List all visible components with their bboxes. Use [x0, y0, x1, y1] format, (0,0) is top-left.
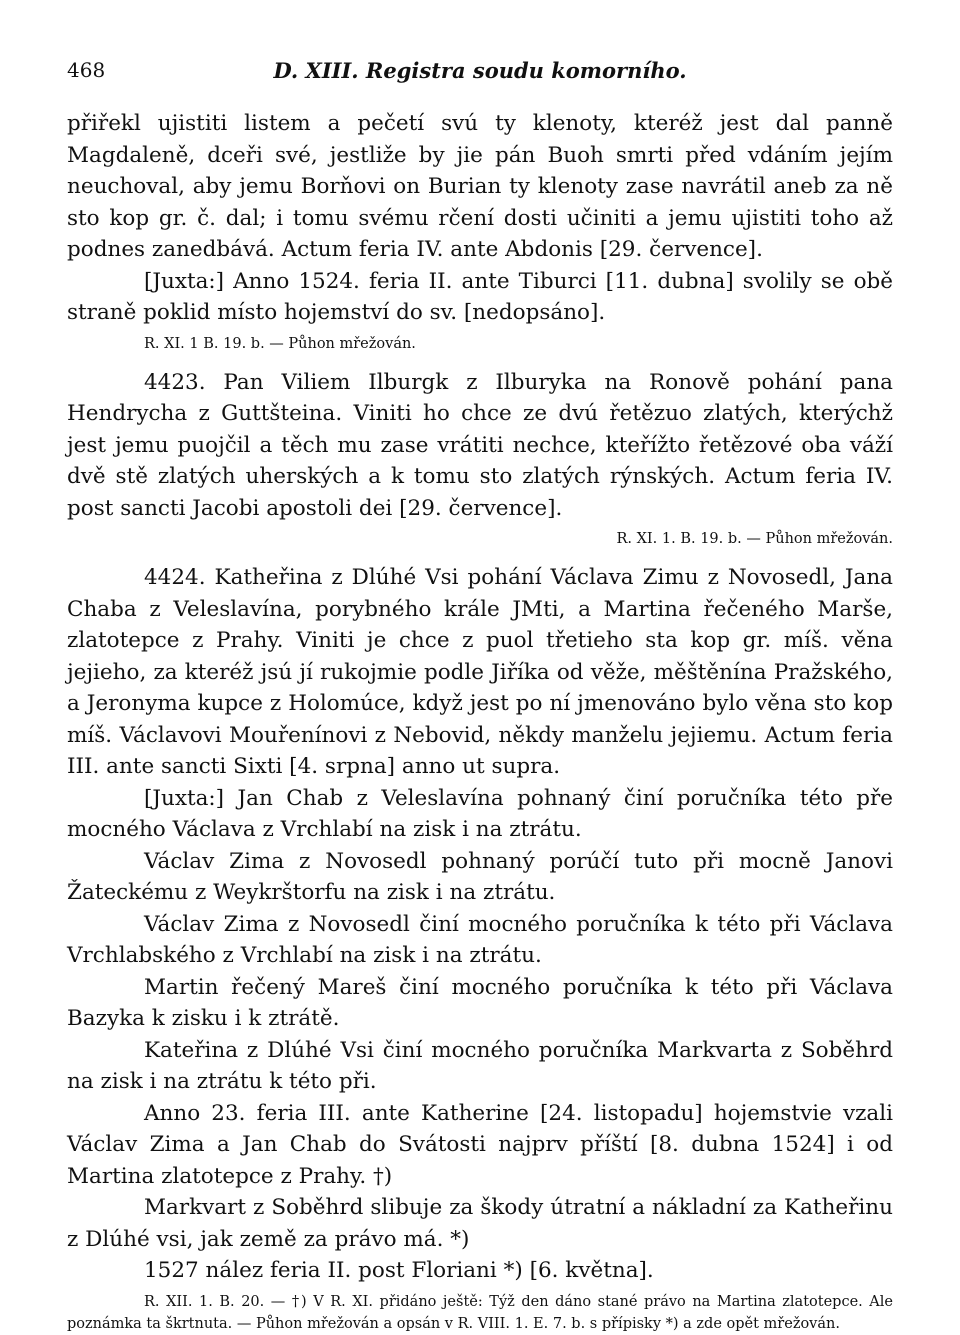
source-note: R. XI. 1 B. 19. b. — Půhon mřežován. [144, 335, 416, 352]
source-note: R. XI. 1. B. 19. b. — Půhon mřežován. [616, 531, 893, 547]
paragraph-nalez: 1527 nález feria II. post Floriani *) [6. května]. [144, 1258, 654, 1283]
running-title: D. XIII. Registra soudu komorního. [273, 58, 687, 83]
paragraph: Kateřina z Dlúhé Vsi činí mocného poručníka Markvarta z Soběhrd na zisk i na ztrátu k této při. [67, 1037, 893, 1094]
paragraph: Václav Zima z Novosedl činí mocného poručníka k této při Václava Vrchlabského z Vrchlabí na zisk i na ztrátu. [67, 911, 893, 968]
footnote-text: R. XII. 1. B. 20. — †) V R. XI. přidáno ještě: Týž den dáno stané právo na Martina zlatotepce. Ale poznámka ta škrtnuta. — Půhon mřežován a opsán v R. VIII. 1. E. 7. b. s přípisky *) a zde opět mřežován. [67, 1293, 893, 1332]
page-number: 468 [67, 58, 106, 82]
page-body [67, 108, 893, 1335]
paragraph: Martin řečený Mareš činí mocného poručníka k této při Václava Bazyka k zisku i k ztrátě. [67, 974, 893, 1031]
paragraph: Václav Zima z Novosedl pohnaný porúčí tuto při mocně Janovi Žateckému z Weykrštorfu na zisk i na ztrátu. [67, 848, 893, 905]
page-header [67, 54, 893, 84]
paragraph: Anno 23. feria III. ante Katherine [24. listopadu] hojemstvie vzali Václav Zima a Jan Chab do Svátosti najprv příští [8. dubna 1524] i od Martina zlatotepce z Prahy. †) [67, 1100, 893, 1189]
paragraph-juxta: [Juxta:] Jan Chab z Veleslavína pohnaný činí poručníka této pře mocného Václava z Vrchlabí na zisk i na ztrátu. [67, 785, 893, 842]
footnote-block [67, 1291, 893, 1335]
paragraph: Markvart z Soběhrd slibuje za škody útratní a nákladní za Katheřinu z Dlúhé vsi, jak země za právo má. *) [67, 1195, 893, 1252]
entry-4424: 4424. Katheřina z Dlúhé Vsi pohání Václava Zimu z Novosedl, Jana Chaba z Veleslavína, porybného krále JMti, a Martina řečeného Marše, zlatotepce z Prahy. Viniti je chce z puol třetieho sta kop gr. míš. věna jejieho, za kteréž jsú jí rukojmie podle Jiříka od věže, měštěnína Pražského, a Jeronyma kupce z Holomúce, když jest po ní jmenováno bylo věna sto kop míš. Václavovi Mouřenínovi z Nebovid, někdy manželu jejiemu. Actum feria III. ante sancti Sixti [4. srpna] anno ut supra. [67, 565, 893, 779]
entry-4423: 4423. Pan Viliem Ilburgk z Ilburyka na Ronově pohání pana Hendrycha z Guttšteina. Viniti ho chce ze dvú řetězuo zlatých, kterýchž jest jemu puojčil a těch mu zase vrátiti nechce, kteřížto řetězové oba váží dvě stě zlatých uherských a k tomu sto zlatých rýnských. Actum feria IV. post sancti Jacobi apostoli dei [29. července]. [67, 369, 893, 521]
paragraph-continuation: přiřekl ujistiti listem a pečetí svú ty klenoty, kteréž jest dal panně Magdaleně, dceři své, jestliže by jie pán Buoh smrti před vdáním jejím neuchoval, aby jemu Borňovi on Burian ty klenoty zase navrátil aneb za ně sto kop gr. č. dal; i tomu svému rčení dosti učiniti a jemu ujistiti toho až podnes zanedbává. Actum feria IV. ante Abdonis [29. července]. [67, 111, 893, 262]
paragraph-juxta: [Juxta:] Anno 1524. feria II. ante Tiburci [11. dubna] svolily se obě straně poklid místo hojemství do sv. [nedopsáno]. [67, 268, 893, 325]
